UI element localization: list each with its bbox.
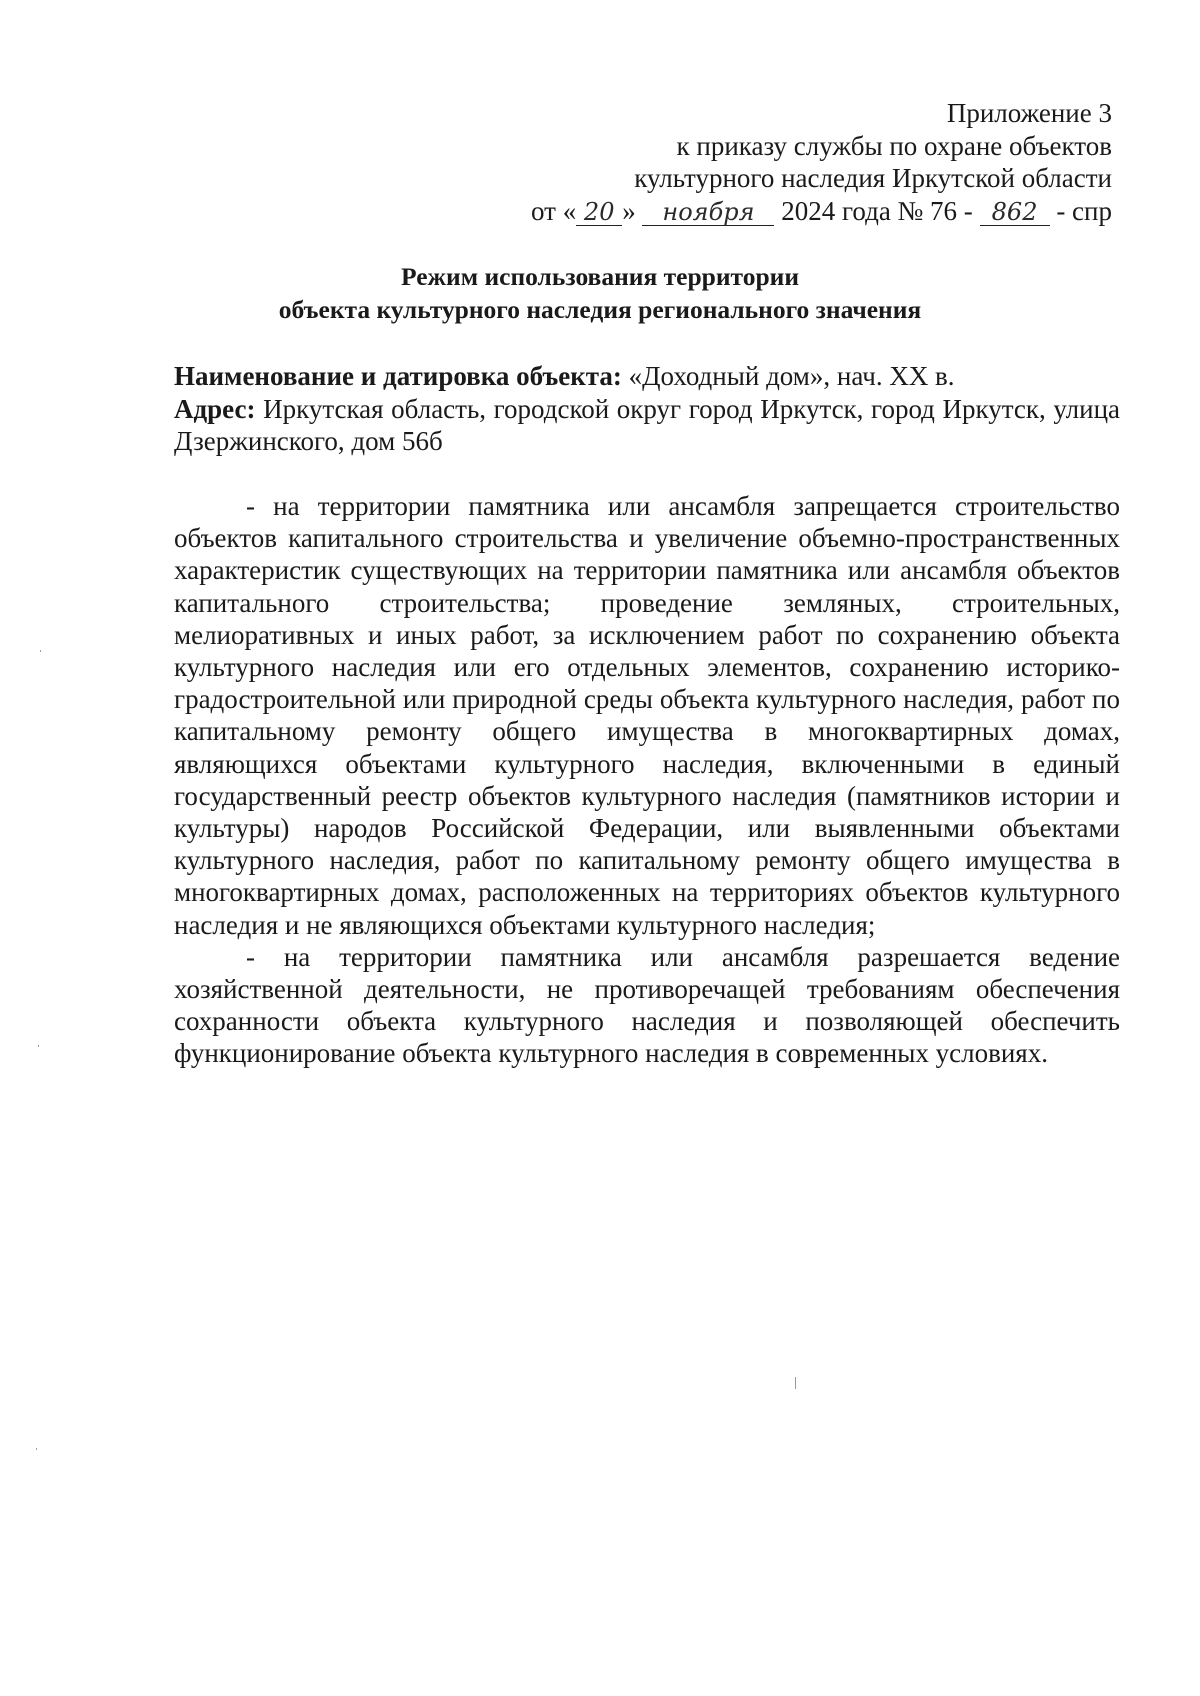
appendix-order-reference: к приказу службы по охране объектов <box>676 130 1112 161</box>
object-address-value: Иркутская область, городской округ город Иркутск, город Иркутск, улица Дзержинского, дом 56б <box>174 393 1121 456</box>
appendix-date-line <box>492 195 1112 228</box>
date-prefix: от « <box>531 195 577 226</box>
usage-regime-rules <box>174 490 1120 1070</box>
rule-permissions: - на территории памятника или ансамбля разрешается ведение хозяйственной деятельности, не противоречащей требованиям обеспечения сохранности объекта культурного наследия и позволяющей обеспечить функционирование объекта культурного наследия в современных условиях. <box>174 941 1120 1069</box>
appendix-header <box>492 97 1112 227</box>
document-title <box>150 260 1050 326</box>
scan-speck <box>795 1377 796 1389</box>
date-mid: » <box>622 195 636 226</box>
scan-speck <box>40 650 41 652</box>
handwritten-month: ноября <box>642 199 774 226</box>
scan-speck <box>38 1045 39 1047</box>
rule-prohibitions: - на территории памятника или ансамбля запрещается строительство объектов капитального строительства и увеличение объемно-пространственных характеристик существующих на территории памятника или ансамбля объектов капитального строительства; проведение земляных, строительных, мелиоративных и иных работ, за исключением работ по сохранению объекта культурного наследия или его отдельных элементов, сохранению историко-градостроительной или природной среды объекта культурного наследия, работ по капитальному ремонту общего имущества в многоквартирных домах, являющихся объектами культурного наследия, включенными в единый государственный реестр объектов культурного наследия (памятников истории и культуры) народов Российской Федерации, или выявленными объектами культурного наследия, работ по капитальному ремонту общего имущества в многоквартирных домах, расположенных на территориях объектов культурного наследия и не являющихся объектами культурного наследия; <box>174 491 1120 940</box>
handwritten-order-number: 862 <box>980 199 1050 226</box>
object-name-row <box>174 360 1120 393</box>
order-suffix: - спр <box>1056 195 1112 226</box>
handwritten-day: 20 <box>576 199 622 226</box>
object-name-value: «Доходный дом», нач. XX в. <box>628 361 955 391</box>
title-line-1: Режим использования территории <box>400 262 800 291</box>
appendix-number: Приложение 3 <box>946 98 1112 128</box>
scan-speck <box>36 1448 37 1450</box>
object-name-label: Наименование и датировка объекта: <box>174 361 622 391</box>
title-line-2: объекта культурного наследия регионального значения <box>278 295 922 324</box>
object-address-row <box>174 393 1120 458</box>
object-info <box>174 360 1120 458</box>
order-year-number: 2024 года № 76 - <box>781 195 973 226</box>
appendix-authority: культурного наследия Иркутской области <box>634 163 1112 193</box>
object-address-label: Адрес: <box>174 393 256 424</box>
